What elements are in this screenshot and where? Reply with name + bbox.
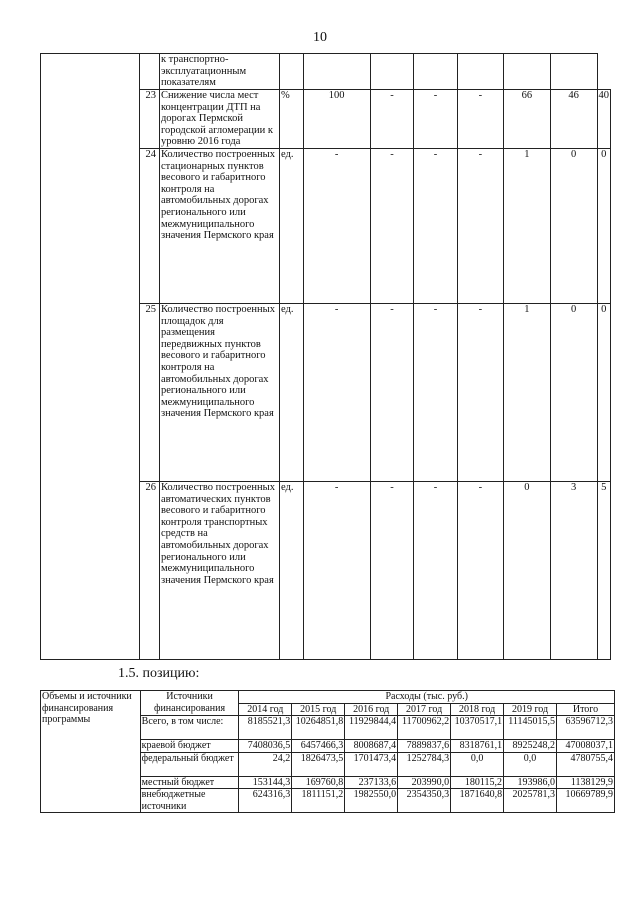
row-number: 25: [140, 304, 160, 482]
year-header: 2016 год: [345, 703, 398, 716]
amount-cell: 180115,2: [451, 776, 504, 789]
value-cell: 5: [597, 482, 611, 660]
page-number: 10: [313, 30, 327, 45]
amount-cell: 153144,3: [239, 776, 292, 789]
amount-cell: 2025781,3: [504, 789, 557, 813]
amount-cell: 0,0: [504, 752, 557, 776]
left-blank-cell: [41, 54, 140, 660]
amount-cell: 11700962,2: [398, 716, 451, 740]
table-row: [41, 54, 611, 90]
value-cell: -: [414, 482, 458, 660]
row-number: 23: [140, 90, 160, 149]
amount-cell: 10370517,1: [451, 716, 504, 740]
unit-cell: %: [279, 90, 303, 149]
amount-cell: 1826473,5: [292, 752, 345, 776]
amount-cell: 63596712,3: [557, 716, 615, 740]
amount-cell: 4780755,4: [557, 752, 615, 776]
row-number: 26: [140, 482, 160, 660]
amount-cell: 1252784,3: [398, 752, 451, 776]
value-cell: -: [370, 482, 414, 660]
expenses-header: Расходы (тыс. руб.): [239, 691, 615, 704]
table-row: [41, 691, 615, 704]
indicator-name: Количество построенных автоматических пунктов весового и габаритного контроля транспортных средств на автомобильных дорогах регионального или межмуниципального значения Пермского края: [159, 482, 279, 660]
amount-cell: 11929844,4: [345, 716, 398, 740]
amount-cell: 6457466,3: [292, 740, 345, 753]
year-header: 2019 год: [504, 703, 557, 716]
value-cell: 0: [504, 482, 551, 660]
value-cell: -: [457, 149, 503, 304]
indicator-name: Количество построенных стационарных пунктов весового и габаритного контроля на автомобильных дорогах регионального или межмуниципального значения Пермского края: [159, 149, 279, 304]
amount-cell: 10264851,8: [292, 716, 345, 740]
value-cell: 0: [550, 149, 597, 304]
source-name: внебюджетные источники: [140, 789, 239, 813]
value-cell: 0: [597, 304, 611, 482]
base-value: -: [303, 482, 370, 660]
source-name: краевой бюджет: [140, 740, 239, 753]
amount-cell: 1982550,0: [345, 789, 398, 813]
value-cell: -: [457, 90, 503, 149]
indicator-name: Количество построенных площадок для размещения передвижных пунктов весового и габаритного контроля на автомобильных дорогах регионального или межмуниципального значения Пермского края: [159, 304, 279, 482]
value-cell: -: [414, 90, 458, 149]
year-header: 2018 год: [451, 703, 504, 716]
amount-cell: 7889837,6: [398, 740, 451, 753]
value-cell: -: [457, 304, 503, 482]
row-number: 24: [140, 149, 160, 304]
value-cell: 0: [597, 149, 611, 304]
value-cell: 0: [550, 304, 597, 482]
value-cell: 1: [504, 304, 551, 482]
amount-cell: 169760,8: [292, 776, 345, 789]
financing-label: Объемы и источники финансирования программы: [41, 691, 141, 813]
unit-cell: ед.: [279, 149, 303, 304]
amount-cell: 1811151,2: [292, 789, 345, 813]
value-cell: -: [370, 304, 414, 482]
value-cell: -: [414, 149, 458, 304]
source-name: федеральный бюджет: [140, 752, 239, 776]
year-header: 2017 год: [398, 703, 451, 716]
amount-cell: 8185521,3: [239, 716, 292, 740]
source-name: местный бюджет: [140, 776, 239, 789]
value-cell: -: [457, 482, 503, 660]
value-cell: 3: [550, 482, 597, 660]
base-value: -: [303, 149, 370, 304]
amount-cell: 8008687,4: [345, 740, 398, 753]
indicator-name: Снижение числа мест концентрации ДТП на дорогах Пермской городской агломерации к уровню 2016 года: [159, 90, 279, 149]
amount-cell: 1701473,4: [345, 752, 398, 776]
value-cell: 1: [504, 149, 551, 304]
year-header: 2014 год: [239, 703, 292, 716]
amount-cell: 24,2: [239, 752, 292, 776]
amount-cell: 203990,0: [398, 776, 451, 789]
section-heading: 1.5. позицию:: [118, 666, 200, 681]
amount-cell: 11145015,5: [504, 716, 557, 740]
unit-cell: ед.: [279, 304, 303, 482]
amount-cell: 10669789,9: [557, 789, 615, 813]
amount-cell: 1871640,8: [451, 789, 504, 813]
base-value: 100: [303, 90, 370, 149]
value-cell: 40: [597, 90, 611, 149]
year-header: 2015 год: [292, 703, 345, 716]
amount-cell: 47008037,1: [557, 740, 615, 753]
amount-cell: 237133,6: [345, 776, 398, 789]
value-cell: 66: [504, 90, 551, 149]
amount-cell: 1138129,9: [557, 776, 615, 789]
amount-cell: 0,0: [451, 752, 504, 776]
base-value: -: [303, 304, 370, 482]
value-cell: -: [370, 90, 414, 149]
indicator-name: к транспортно-эксплуатационным показателям: [159, 54, 279, 90]
value-cell: -: [370, 149, 414, 304]
value-cell: 46: [550, 90, 597, 149]
source-name: Всего, в том числе:: [140, 716, 239, 740]
amount-cell: 624316,3: [239, 789, 292, 813]
amount-cell: 8318761,1: [451, 740, 504, 753]
amount-cell: 8925248,2: [504, 740, 557, 753]
unit-cell: ед.: [279, 482, 303, 660]
financing-table: [40, 690, 615, 813]
amount-cell: 7408036,5: [239, 740, 292, 753]
sources-header: Источники финансирования: [140, 691, 239, 716]
amount-cell: 2354350,3: [398, 789, 451, 813]
indicators-table: [40, 53, 611, 660]
value-cell: -: [414, 304, 458, 482]
amount-cell: 193986,0: [504, 776, 557, 789]
total-header: Итого: [557, 703, 615, 716]
